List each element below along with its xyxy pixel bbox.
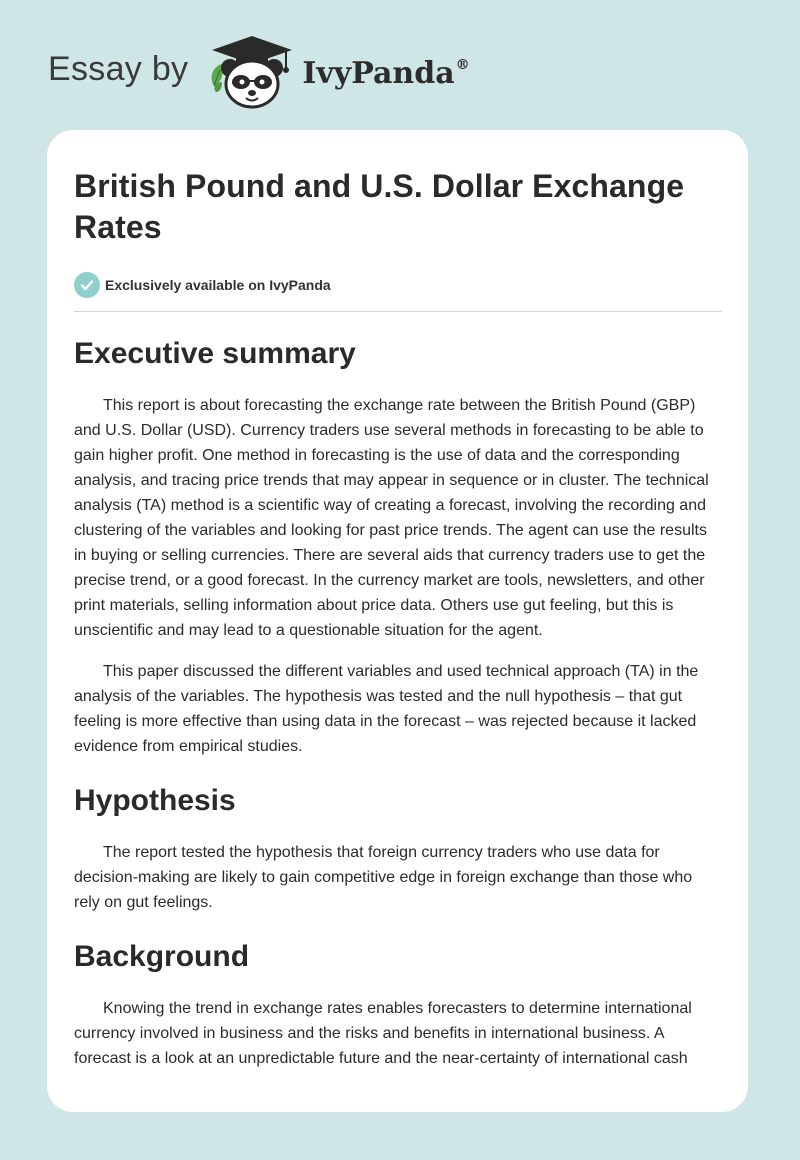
section-heading: Executive summary [74,337,356,370]
registered-mark: ® [455,56,470,73]
essay-by-label: Essay by [48,49,189,88]
section-heading: Background [74,940,250,973]
exclusive-badge-text: Exclusively available on IvyPanda [105,277,331,293]
paragraph: Knowing the trend in exchange rates enables forecasters to determine international currency involved in business and the risks and benefits in international business. A forecast is a look at an unpredictable future and the near-certainty of international cash [74,1000,692,1067]
panda-logo-icon[interactable] [206,34,298,110]
paragraph: This report is about forecasting the exchange rate between the British Pound (GBP) and U.S. Dollar (USD). Currency traders use several methods in forecasting to be able to gain higher profit. One method in forecasting is the use of data and the corresponding analysis, and tracing price trends that may appear in sequence or in cluster. The technical analysis (TA) method is a scientific way of creating a forecast, involving the recording and clustering of the variables and looking for past price trends. The agent can use the results in buying or selling currencies. There are several aids that currency traders use to get the precise trend, or a good forecast. In the currency market are tools, newsletters, and other print materials, selling information about price data. Others use gut feeling, but this is unscientific and may lead to a questionable situation for the agent. [74,397,709,639]
paragraph: The report tested the hypothesis that foreign currency traders who use data for decision-making are likely to gain competitive edge in foreign exchange than those who rely on gut feelings. [74,844,693,911]
brand-name-text: IvyPanda [302,55,455,91]
section-executive-summary [74,336,722,759]
brand-name[interactable] [302,56,469,91]
site-header [48,34,470,110]
paragraph: This paper discussed the different variables and used technical approach (TA) in the analysis of the variables. The hypothesis was tested and the null hypothesis – that gut feeling is more effective than using data in the forecast – was rejected because it lacked evidence from empirical studies. [74,663,699,755]
check-circle-icon [74,272,100,298]
essay-card [47,130,748,1112]
section-heading: Hypothesis [74,784,236,817]
section-hypothesis [74,783,722,915]
exclusive-badge [74,272,722,312]
essay-title: British Pound and U.S. Dollar Exchange Rates [74,168,685,245]
section-background [74,939,722,1071]
